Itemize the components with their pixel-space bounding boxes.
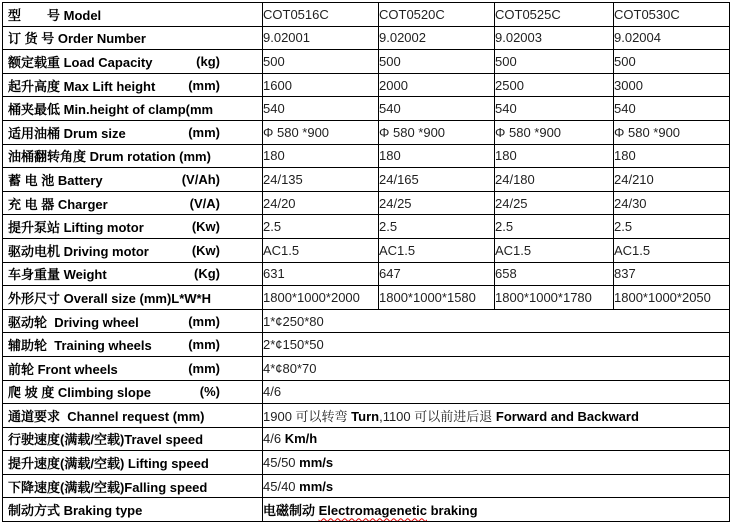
value-cell: 9.02004 <box>614 26 730 50</box>
value-cell: 540 <box>614 97 730 121</box>
table-row-driving-wheel <box>3 309 730 333</box>
value-cell-merged <box>263 427 730 451</box>
value-text-misspelled: Electromagenetic <box>318 503 427 519</box>
product-spec-table <box>2 2 730 522</box>
row-unit: (Kw) <box>191 242 220 258</box>
table-row-braking-type <box>3 498 730 522</box>
row-label-text: 通道要求 Channel request (mm) <box>8 408 205 424</box>
value-cell: COT0516C <box>263 3 379 27</box>
value-cell: 500 <box>263 50 379 74</box>
value-cell: 647 <box>379 262 495 286</box>
value-text: mm/s <box>299 455 334 471</box>
value-cell: 24/180 <box>495 168 614 192</box>
value-cell: 631 <box>263 262 379 286</box>
value-cell: 1800*1000*1580 <box>379 286 495 310</box>
value-cell: 180 <box>379 144 495 168</box>
row-unit: (mm) <box>188 77 220 93</box>
table-row-battery <box>3 168 730 192</box>
value-cell: AC1.5 <box>614 238 730 262</box>
table-row-lifting-motor <box>3 215 730 239</box>
value-text: 45/50 <box>263 455 300 471</box>
row-unit: (V/Ah) <box>181 171 220 187</box>
value-cell: 24/30 <box>614 191 730 215</box>
value-cell: 180 <box>614 144 730 168</box>
row-label-text: 下降速度(满载/空载)Falling speed <box>8 479 208 495</box>
value-cell-merged: 4*¢80*70 <box>263 356 730 380</box>
value-cell: 24/25 <box>495 191 614 215</box>
value-cell: 500 <box>379 50 495 74</box>
value-cell: 180 <box>495 144 614 168</box>
value-text: Forward and Backward <box>495 408 639 424</box>
row-unit: (Kw) <box>191 219 220 235</box>
value-text: mm/s <box>299 478 334 494</box>
value-cell-merged: 2*¢150*50 <box>263 333 730 357</box>
table-row-driving-motor <box>3 238 730 262</box>
value-cell-merged <box>263 474 730 498</box>
row-label-driving-motor <box>3 238 263 262</box>
value-cell: 180 <box>263 144 379 168</box>
row-label-battery <box>3 168 263 192</box>
row-label-drum-rotation <box>3 144 263 168</box>
row-label-load-capacity <box>3 50 263 74</box>
row-label-text: 桶夹最低 Min.height of clamp(mm <box>8 102 214 118</box>
value-cell: 540 <box>379 97 495 121</box>
value-cell: 24/165 <box>379 168 495 192</box>
row-label-text: 爬 坡 度 Climbing slope <box>8 385 152 401</box>
value-cell-merged <box>263 498 730 522</box>
value-cell: 1800*1000*2000 <box>263 286 379 310</box>
value-cell-merged <box>263 404 730 428</box>
table-row-order-number <box>3 26 730 50</box>
value-cell: 2000 <box>379 73 495 97</box>
value-text: 电磁制动 <box>263 503 319 519</box>
value-cell: 9.02001 <box>263 26 379 50</box>
table-row-channel-request <box>3 404 730 428</box>
value-cell: 24/135 <box>263 168 379 192</box>
value-cell-merged: 4/6 <box>263 380 730 404</box>
table-row-overall-size <box>3 286 730 310</box>
value-cell: 9.02003 <box>495 26 614 50</box>
value-cell: 658 <box>495 262 614 286</box>
value-cell: 2500 <box>495 73 614 97</box>
value-text: braking <box>427 503 478 519</box>
table-row-drum-rotation <box>3 144 730 168</box>
row-label-text: 适用油桶 Drum size <box>8 125 126 141</box>
row-label-text: 充 电 器 Charger <box>8 196 108 212</box>
value-text: Turn <box>351 408 380 424</box>
row-label-falling-speed <box>3 474 263 498</box>
value-cell: AC1.5 <box>263 238 379 262</box>
value-cell: 9.02002 <box>379 26 495 50</box>
value-cell: 24/20 <box>263 191 379 215</box>
row-label-text: 型 号 Model <box>8 7 102 23</box>
value-cell: 540 <box>263 97 379 121</box>
row-label-text: 蓄 电 池 Battery <box>8 172 103 188</box>
row-label-weight <box>3 262 263 286</box>
row-label-text: 制动方式 Braking type <box>8 503 143 519</box>
row-label-text: 辅助轮 Training wheels <box>8 338 152 354</box>
row-label-text: 前轮 Front wheels <box>8 361 118 377</box>
value-cell: 3000 <box>614 73 730 97</box>
value-text: 4/6 <box>263 431 285 447</box>
value-cell: Φ 580 *900 <box>614 120 730 144</box>
row-label-lifting-speed <box>3 451 263 475</box>
value-cell: 2.5 <box>495 215 614 239</box>
row-label-text: 额定载重 Load Capacity <box>8 54 153 70</box>
row-unit: (mm) <box>188 360 220 376</box>
table-row-climbing-slope <box>3 380 730 404</box>
row-label-text: 外形尺寸 Overall size (mm)L*W*H <box>8 290 211 306</box>
value-cell: Φ 580 *900 <box>379 120 495 144</box>
value-cell: 24/25 <box>379 191 495 215</box>
value-cell: 2.5 <box>379 215 495 239</box>
row-label-text: 驱动轮 Driving wheel <box>8 314 139 330</box>
row-unit: (mm) <box>188 313 220 329</box>
table-row-max-lift-height <box>3 73 730 97</box>
value-text: ,1100 可以前进后退 <box>379 408 496 424</box>
table-row-lifting-speed <box>3 451 730 475</box>
row-label-climbing-slope <box>3 380 263 404</box>
value-cell: Φ 580 *900 <box>495 120 614 144</box>
table-row-drum-size <box>3 120 730 144</box>
value-cell: COT0520C <box>379 3 495 27</box>
row-label-text: 油桶翻转角度 Drum rotation (mm) <box>8 149 211 165</box>
row-label-text: 车身重量 Weight <box>8 267 107 283</box>
value-cell: AC1.5 <box>379 238 495 262</box>
row-label-text: 起升高度 Max Lift height <box>8 78 156 94</box>
row-label-min-clamp-height <box>3 97 263 121</box>
row-label-max-lift-height <box>3 73 263 97</box>
value-text: 45/40 <box>263 478 300 494</box>
row-label-lifting-motor <box>3 215 263 239</box>
row-label-travel-speed <box>3 427 263 451</box>
row-unit: (%) <box>199 384 220 400</box>
row-label-drum-size <box>3 120 263 144</box>
value-cell: 1600 <box>263 73 379 97</box>
row-label-driving-wheel <box>3 309 263 333</box>
table-row-min-clamp-height <box>3 97 730 121</box>
table-row-falling-speed <box>3 474 730 498</box>
value-cell: 24/210 <box>614 168 730 192</box>
value-cell: Φ 580 *900 <box>263 120 379 144</box>
row-label-channel-request <box>3 404 263 428</box>
table-row-training-wheels <box>3 333 730 357</box>
value-cell: 500 <box>614 50 730 74</box>
row-label-overall-size <box>3 286 263 310</box>
row-label-model <box>3 3 263 27</box>
value-cell: 540 <box>495 97 614 121</box>
value-cell: 1800*1000*1780 <box>495 286 614 310</box>
row-label-text: 提升速度(满载/空载) Lifting speed <box>8 456 209 472</box>
row-label-text: 提升泵站 Lifting motor <box>8 220 144 236</box>
value-text: Km/h <box>284 431 318 447</box>
row-label-text: 订 货 号 Order Number <box>8 31 146 47</box>
value-cell: 2.5 <box>614 215 730 239</box>
row-label-braking-type <box>3 498 263 522</box>
value-text: 1900 可以转弯 <box>263 408 352 424</box>
value-cell: 2.5 <box>263 215 379 239</box>
row-label-charger <box>3 191 263 215</box>
value-cell: 1800*1000*2050 <box>614 286 730 310</box>
row-label-text: 驱动电机 Driving motor <box>8 243 149 259</box>
row-label-front-wheels <box>3 356 263 380</box>
row-label-training-wheels <box>3 333 263 357</box>
table-row-model <box>3 3 730 27</box>
table-row-front-wheels <box>3 356 730 380</box>
row-unit: (Kg) <box>194 266 220 282</box>
value-cell: AC1.5 <box>495 238 614 262</box>
row-label-order-number <box>3 26 263 50</box>
row-unit: (mm) <box>188 337 220 353</box>
row-unit: (mm) <box>188 124 220 140</box>
value-cell: COT0530C <box>614 3 730 27</box>
table-row-load-capacity <box>3 50 730 74</box>
table-row-charger <box>3 191 730 215</box>
value-cell-merged: 1*¢250*80 <box>263 309 730 333</box>
value-cell: COT0525C <box>495 3 614 27</box>
table-row-travel-speed <box>3 427 730 451</box>
value-cell-merged <box>263 451 730 475</box>
row-label-text: 行驶速度(满载/空载)Travel speed <box>8 432 204 448</box>
value-cell: 500 <box>495 50 614 74</box>
row-unit: (V/A) <box>189 195 220 211</box>
row-unit: (kg) <box>196 53 220 69</box>
table-row-weight <box>3 262 730 286</box>
value-cell: 837 <box>614 262 730 286</box>
